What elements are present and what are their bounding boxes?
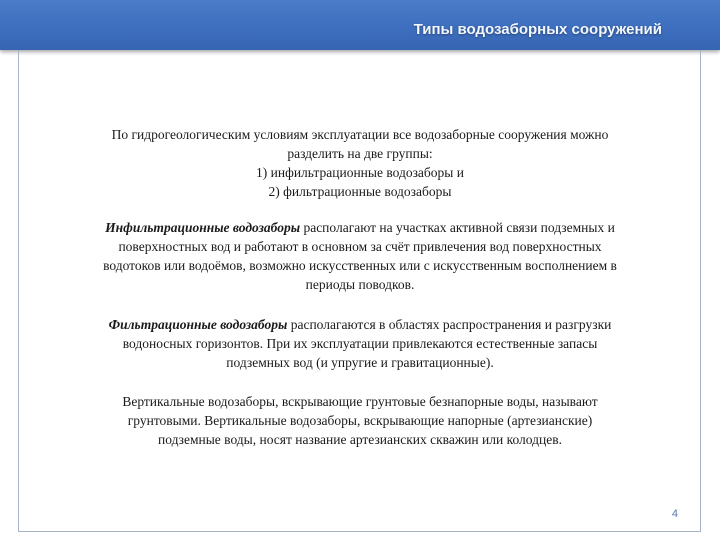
filtration-line-1-rest: располагаются в областях распространения и разгрузки [287, 317, 612, 332]
infiltration-line-3: водотоков или водоёмов, возможно искусственных или с искусственным восполнением в [103, 258, 617, 273]
filtration-term: Фильтрационные водозаборы [108, 317, 288, 332]
title-bar [0, 0, 720, 50]
intro-list-item-2: 2) фильтрационные водозаборы [268, 184, 452, 199]
infiltration-line-1-rest: располагают на участках активной связи подземных и [300, 220, 615, 235]
infiltration-paragraph [40, 218, 680, 294]
intro-paragraph [40, 125, 680, 201]
filtration-line-3: подземных вод (и упругие и гравитационные). [226, 355, 494, 370]
vertical-paragraph [40, 392, 680, 449]
filtration-paragraph [40, 315, 680, 372]
intro-list-item-1: 1) инфильтрационные водозаборы и [256, 165, 464, 180]
vertical-line-1: Вертикальные водозаборы, вскрывающие грунтовые безнапорные воды, называют [122, 394, 598, 409]
intro-line-2: разделить на две группы: [287, 146, 433, 161]
infiltration-term: Инфильтрационные водозаборы [105, 220, 301, 235]
page-number: 4 [671, 508, 678, 520]
infiltration-line-2: поверхностных вод и работают в основном за счёт привлечения вод поверхностных [118, 239, 602, 254]
infiltration-line-4: периоды поводков. [305, 277, 415, 292]
slide-title: Типы водозаборных сооружений [413, 21, 662, 38]
vertical-line-3: подземные воды, носят название артезианских скважин или колодцев. [158, 432, 562, 447]
infiltration-line-1 [40, 218, 680, 237]
intro-line-1: По гидрогеологическим условиям эксплуатации все водозаборные сооружения можно [111, 127, 609, 142]
filtration-line-1 [40, 315, 680, 334]
filtration-line-2: водоносных горизонтов. При их эксплуатации привлекаются естественные запасы [122, 336, 598, 351]
vertical-line-2: грунтовыми. Вертикальные водозаборы, вскрывающие напорные (артезианские) [127, 413, 593, 428]
